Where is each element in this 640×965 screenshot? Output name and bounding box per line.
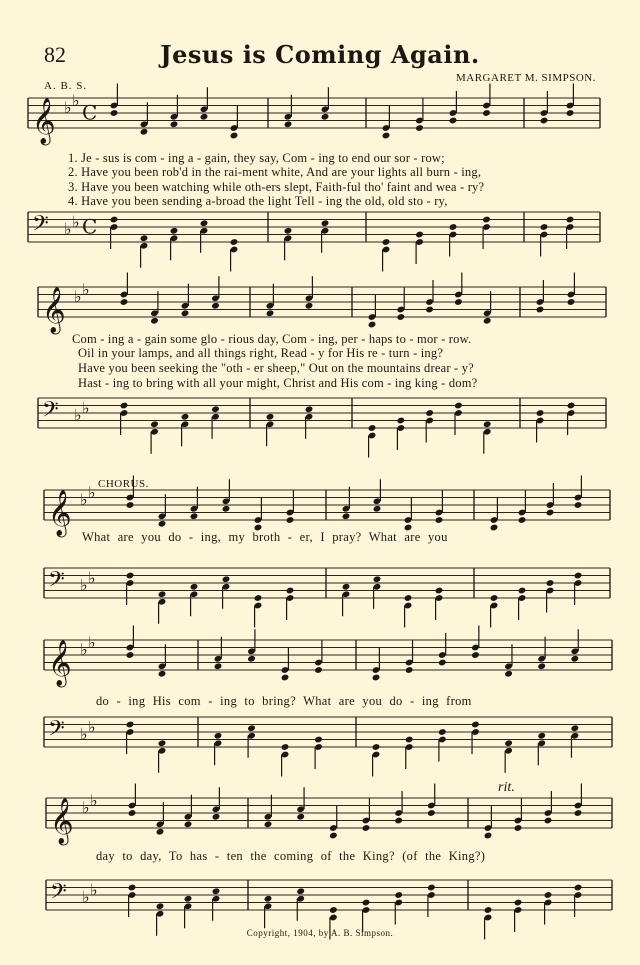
note-head <box>156 828 165 836</box>
note-head <box>110 109 119 117</box>
bass-clef-icon: 𝄢 <box>32 211 49 242</box>
note-head <box>394 817 403 825</box>
note-head <box>264 820 273 828</box>
note-head <box>247 655 256 663</box>
note-head <box>200 219 209 227</box>
page-number: 82 <box>44 42 66 67</box>
common-time-icon: C <box>82 214 98 239</box>
note-head <box>211 302 220 310</box>
note-head <box>140 128 149 136</box>
note-head <box>212 813 221 821</box>
note-head <box>571 655 580 663</box>
treble-clef-icon: 𝄞 <box>32 98 56 144</box>
note-head <box>571 724 580 732</box>
note-head <box>158 520 167 528</box>
note-head <box>373 505 382 513</box>
note-head <box>170 227 179 235</box>
bass-clef-icon: 𝄢 <box>50 879 67 910</box>
note-head <box>230 238 239 246</box>
note-head <box>483 317 492 325</box>
bass-clef-icon: 𝄢 <box>48 567 65 598</box>
note-head <box>427 809 436 817</box>
treble-clef-icon: 𝄞 <box>42 287 66 333</box>
note-head <box>405 736 414 744</box>
note-head <box>574 572 583 580</box>
note-head <box>382 132 391 140</box>
note-head <box>140 234 149 242</box>
chorus-line-3: day to day, To has - ten the coming of the King? (of the King?) <box>96 849 486 863</box>
note-head <box>540 117 549 125</box>
note-head <box>435 516 444 524</box>
ritardando-mark: rit. <box>498 780 515 795</box>
treble-clef-icon: 𝄞 <box>48 640 72 686</box>
note-head <box>471 651 480 659</box>
note-head <box>181 413 190 421</box>
note-head <box>484 832 493 840</box>
note-head <box>518 516 527 524</box>
note-head <box>368 321 377 329</box>
verse-1-line-1: 1. Je - sus is com - ing a - gain, they say, Com - ing to end our sor - row; <box>68 151 445 165</box>
note-head <box>490 594 499 602</box>
treble-clef-icon: 𝄞 <box>50 798 74 844</box>
note-head <box>314 736 323 744</box>
note-head <box>482 216 491 224</box>
chorus-line-1: What are you do - ing, my broth - er, I pray? What are you <box>82 530 448 544</box>
note-head <box>212 887 221 895</box>
note-head <box>544 817 553 825</box>
note-head <box>305 302 314 310</box>
note-head <box>427 884 436 892</box>
note-head <box>314 666 323 674</box>
flat-icon: ♭ <box>88 482 96 502</box>
note-head <box>425 409 434 417</box>
note-head <box>266 413 275 421</box>
note-head <box>405 666 414 674</box>
note-head <box>425 306 434 314</box>
note-head <box>286 516 295 524</box>
note-head <box>574 809 583 817</box>
note-head <box>546 509 555 517</box>
note-head <box>566 216 575 224</box>
note-head <box>482 109 491 117</box>
note-head <box>382 238 391 246</box>
flat-icon: ♭ <box>74 405 82 425</box>
note-head <box>305 405 314 413</box>
note-head <box>211 405 220 413</box>
verse-2-line-2: Oil in your lamps, and all things right, Read - y for His re - turn - ing? <box>78 346 444 360</box>
note-head <box>190 583 199 591</box>
note-head <box>214 662 223 670</box>
verse-4-line-2: Hast - ing to bring with all your might, Christ and His com - ing king - dom? <box>78 376 478 390</box>
note-head <box>158 590 167 598</box>
note-head <box>120 402 129 410</box>
note-head <box>222 505 231 513</box>
note-head <box>181 309 190 317</box>
flat-icon: ♭ <box>80 640 88 659</box>
note-head <box>266 309 275 317</box>
note-head <box>483 420 492 428</box>
note-head <box>484 906 493 914</box>
note-head <box>281 674 290 682</box>
note-head <box>435 587 444 595</box>
note-head <box>454 298 463 306</box>
note-head <box>449 117 458 125</box>
flat-icon: ♭ <box>72 212 80 232</box>
note-head <box>329 906 338 914</box>
flat-icon: ♭ <box>80 575 88 595</box>
note-head <box>504 739 513 747</box>
note-head <box>284 120 293 128</box>
note-head <box>321 113 330 121</box>
note-head <box>342 583 351 591</box>
note-head <box>567 402 576 410</box>
note-head <box>504 670 513 678</box>
note-head <box>362 824 371 832</box>
flat-icon: ♭ <box>88 717 96 737</box>
chorus-label: CHORUS. <box>98 478 149 490</box>
flat-icon: ♭ <box>82 798 90 817</box>
note-head <box>329 832 338 840</box>
note-head <box>296 887 305 895</box>
flat-icon: ♭ <box>72 90 80 110</box>
verse-2-line-1: 2. Have you been rob'd in the rai-ment white, And are your lights all burn - ing, <box>68 165 482 179</box>
note-head <box>438 728 447 736</box>
note-head <box>342 512 351 520</box>
flat-icon: ♭ <box>80 490 88 509</box>
flat-icon: ♭ <box>90 880 98 900</box>
verse-3-line-2: Have you been seeking the "oth - er sheep," Out on the mountains drear - y? <box>78 361 474 375</box>
hymn-title: Jesus is Coming Again. <box>160 40 480 69</box>
flat-icon: ♭ <box>64 98 72 117</box>
note-head <box>490 524 499 532</box>
note-head <box>471 721 480 729</box>
note-head <box>518 587 527 595</box>
flat-icon: ♭ <box>82 398 90 418</box>
note-head <box>264 895 273 903</box>
note-head <box>126 651 135 659</box>
note-head <box>415 231 424 239</box>
note-head <box>254 594 263 602</box>
note-head <box>567 298 576 306</box>
note-head <box>247 724 256 732</box>
flat-icon: ♭ <box>82 887 90 907</box>
note-head <box>514 824 523 832</box>
common-time-icon: C <box>82 100 98 125</box>
note-head <box>454 402 463 410</box>
note-head <box>158 670 167 678</box>
note-head <box>296 813 305 821</box>
note-head <box>184 895 193 903</box>
tune-credit: A. B. S. <box>44 80 88 92</box>
flat-icon: ♭ <box>74 287 82 306</box>
note-head <box>184 820 193 828</box>
note-head <box>281 743 290 751</box>
note-head <box>404 594 413 602</box>
note-head <box>126 501 135 509</box>
note-head <box>126 572 135 580</box>
note-head <box>536 409 545 417</box>
bass-clef-icon: 𝄢 <box>48 716 65 747</box>
note-head <box>536 306 545 314</box>
author-credit: MARGARET M. SIMPSON. <box>456 72 596 84</box>
note-head <box>372 674 381 682</box>
flat-icon: ♭ <box>64 219 72 239</box>
verse-4-line-1: 4. Have you been sending a-broad the light Tell - ing the old, old sto - ry, <box>68 194 448 208</box>
note-head <box>126 721 135 729</box>
note-head <box>537 732 546 740</box>
note-head <box>415 124 424 132</box>
note-head <box>170 120 179 128</box>
note-head <box>514 899 523 907</box>
note-head <box>396 417 405 425</box>
note-head <box>396 313 405 321</box>
note-head <box>230 132 239 140</box>
treble-clef-icon: 𝄞 <box>48 490 72 536</box>
flat-icon: ♭ <box>80 724 88 744</box>
note-head <box>546 579 555 587</box>
note-head <box>214 732 223 740</box>
note-head <box>362 899 371 907</box>
note-head <box>150 317 159 325</box>
note-head <box>120 298 129 306</box>
note-head <box>284 227 293 235</box>
note-head <box>190 512 199 520</box>
note-head <box>200 113 209 121</box>
note-head <box>286 587 295 595</box>
note-head <box>449 223 458 231</box>
note-head <box>222 575 231 583</box>
note-head <box>128 884 137 892</box>
note-head <box>574 884 583 892</box>
note-head <box>394 891 403 899</box>
note-head <box>438 659 447 667</box>
note-head <box>544 891 553 899</box>
flat-icon: ♭ <box>88 632 96 652</box>
note-head <box>373 575 382 583</box>
note-head <box>372 743 381 751</box>
note-head <box>537 662 546 670</box>
bass-clef-icon: 𝄢 <box>42 397 59 428</box>
note-head <box>368 424 377 432</box>
flat-icon: ♭ <box>82 279 90 299</box>
note-head <box>566 109 575 117</box>
verse-1-line-2: Com - ing a - gain some glo - rious day, Com - ing, per - haps to - mor - row. <box>72 332 472 346</box>
note-head <box>110 216 119 224</box>
flat-icon: ♭ <box>90 790 98 810</box>
flat-icon: ♭ <box>88 568 96 588</box>
note-head <box>156 902 165 910</box>
note-head <box>321 219 330 227</box>
note-head <box>150 420 159 428</box>
note-head <box>158 739 167 747</box>
note-head <box>540 223 549 231</box>
note-head <box>574 501 583 509</box>
verse-3-line-1: 3. Have you been watching while oth-ers slept, Faith-ful tho' faint and wea - ry? <box>68 180 485 194</box>
note-head <box>128 809 137 817</box>
chorus-line-2: do - ing His com - ing to bring? What are you do - ing from <box>96 694 472 708</box>
copyright-notice: Copyright, 1904, by A. B. Simpson. <box>246 928 394 938</box>
